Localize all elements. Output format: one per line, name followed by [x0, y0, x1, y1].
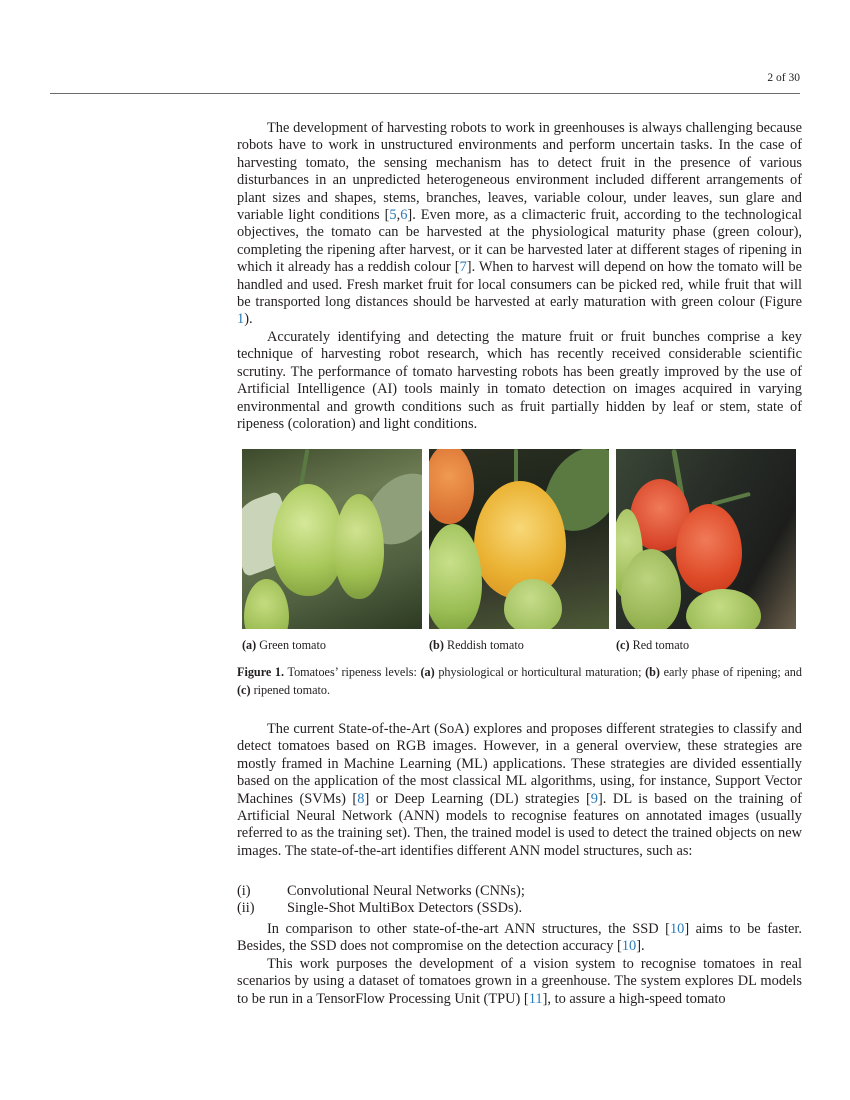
text-run: physiological or horticultural maturation;	[434, 665, 646, 679]
page-number: 2 of 30	[767, 72, 800, 84]
paragraph-work-purpose	[237, 956, 802, 1008]
green-tomato-shape	[334, 494, 384, 599]
intro-text-block	[237, 120, 802, 433]
citation-link[interactable]: 7	[459, 259, 467, 276]
image-green-tomato	[242, 449, 422, 629]
red-tomato-shape	[676, 504, 742, 594]
orange-tomato-shape	[429, 449, 474, 524]
caption-letter: (b)	[645, 665, 660, 679]
green-tomato-shape	[686, 589, 761, 629]
state-of-the-art-text-block	[237, 721, 802, 860]
stem-shape	[514, 449, 518, 485]
caption-letter: (a)	[420, 665, 435, 679]
text-run: This work purposes the development of a vision system to recognise tomatoes in real scenarios by using a dataset of tomatoes grown in a greenhouse. The system explores DL models to be run in a TensorFlow Processing Unit (TPU) [	[237, 955, 802, 1007]
text-run: ].	[636, 938, 645, 955]
list-item	[237, 883, 802, 900]
list-number: (i)	[237, 883, 251, 899]
stem-shape	[711, 492, 751, 506]
list-item	[237, 900, 802, 917]
text-run: ripened tomato.	[250, 682, 331, 697]
citation-link[interactable]: 10	[621, 938, 637, 955]
subcaption-label: Green tomato	[256, 638, 326, 652]
text-run: ] or Deep Learning (DL) strategies [	[364, 790, 591, 807]
text-run: ], to assure a high-speed tomato	[542, 990, 726, 1007]
caption-title: Figure 1.	[237, 665, 285, 679]
paragraph-state-of-the-art	[237, 721, 802, 860]
image-reddish-tomato	[429, 449, 609, 629]
paragraph-harvesting-challenges	[237, 120, 802, 329]
citation-link[interactable]: 11	[528, 990, 543, 1007]
subcaption-label: Reddish tomato	[443, 638, 524, 652]
text-run: ,	[396, 207, 401, 224]
paragraph-ssd-comparison	[237, 921, 802, 956]
text-run: Tomatoes’ ripeness levels:	[284, 665, 421, 679]
subcaption-letter: (b)	[429, 638, 444, 652]
list-text: Convolutional Neural Networks (CNNs);	[287, 883, 525, 899]
list-number: (ii)	[237, 900, 255, 917]
subcaption-c	[616, 638, 689, 653]
text-run: ]. When to harvest will depend on how the tomato will be handled and used. Fresh market fruit for local consumers can be picked red, while fruit that will be transported long distances should be harvested at early maturation with green colour (Figure	[237, 259, 802, 311]
subcaption-label: Red tomato	[629, 638, 690, 652]
figure-reference-link[interactable]: 1	[237, 311, 245, 328]
green-tomato-shape	[621, 549, 681, 629]
header-rule	[50, 93, 800, 94]
subcaption-a	[242, 638, 326, 653]
list-text: Single-Shot MultiBox Detectors (SSDs).	[287, 900, 523, 917]
ann-structures-list	[237, 883, 802, 918]
paragraph-detection-research: Accurately identifying and detecting the mature fruit or fruit bunches comprise a key technique of harvesting robot research, which has recently received considerable scientific scrutiny. The performance of tomato harvesting robots has been greatly improved by the use of Artificial Intelligence (AI) tools mainly in tomato detection on images acquired in varying environmental and growth conditions such as fruit partially hidden by leaf or stem, state of ripeness (coloration) and light conditions.	[237, 328, 802, 432]
text-run: ]. DL is based on the training of Artificial Neural Network (ANN) models to recognise features on annotated images (usually referred to as the training set). Then, the trained model is used to detect the trained objects on new images. The state-of-the-art identifies different ANN model structures, such as:	[237, 790, 803, 859]
text-run: The current State-of-the-Art (SoA) explores and proposes different strategies to classify and detect tomatoes based on RGB images. However, in a general overview, these strategies are mostly framed in Machine Learning (ML) applications. These strategies are divided essentially based on the application of the most classical ML algorithms, using, for instance, Support Vector Machines (SVMs) [	[237, 721, 802, 807]
green-tomato-shape	[504, 579, 562, 629]
subcaption-b	[429, 638, 524, 653]
ssd-text-block	[237, 921, 802, 1008]
citation-link[interactable]: 9	[590, 790, 598, 807]
text-run: In comparison to other state-of-the-art ANN structures, the SSD [	[267, 921, 670, 937]
citation-link[interactable]: 8	[357, 790, 365, 807]
citation-link[interactable]: 6	[400, 207, 408, 224]
green-tomato-shape	[244, 579, 289, 629]
citation-link[interactable]: 10	[669, 921, 685, 937]
text-run: ).	[244, 311, 253, 328]
text-run: ] aims to be faster. Besides, the SSD does not compromise on the detection accuracy [	[237, 921, 802, 955]
text-run: ]. Even more, as a climacteric fruit, according to the technological objectives, the tomato can be harvested at the physiological maturity phase (green colour), completing the ripening after harvest, or it can be harvested later at different stages of ripening in which it already has a reddish colour [	[237, 207, 802, 276]
text-run: early phase of ripening; and	[660, 665, 802, 679]
figure-caption	[237, 664, 802, 699]
citation-link[interactable]: 5	[389, 207, 397, 224]
subcaption-letter: (c)	[616, 638, 630, 652]
caption-letter: (c)	[237, 682, 251, 697]
image-red-tomato	[616, 449, 796, 629]
subcaption-letter: (a)	[242, 638, 257, 652]
green-tomato-shape	[272, 484, 344, 596]
text-run: The development of harvesting robots to work in greenhouses is always challenging because robots have to work in unstructured environments and perform uncertain tasks. In the case of harvesting tomato, the sensing mechanism has to detect fruit in the presence of various disturbances in an unpredicted heterogeneous environment included different arrangements of plant sizes and shapes, stems, branches, leaves, variable colour, under leaves, sun glare and variable light conditions [	[237, 120, 802, 224]
figure-1	[242, 449, 798, 629]
